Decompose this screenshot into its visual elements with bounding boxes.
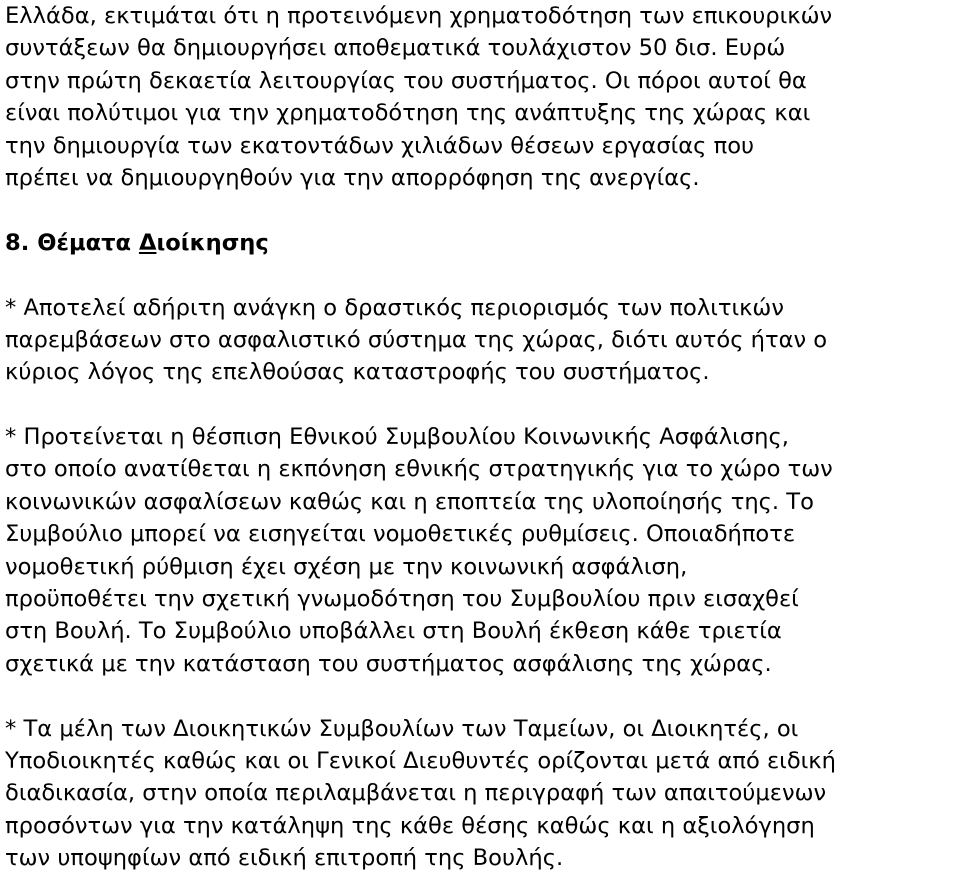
intro-paragraph <box>5 0 955 194</box>
paragraph-spacer <box>5 259 955 291</box>
text-line: * Τα μέλη των Διοικητικών Συμβουλίων των Ταμείων, οι Διοικητές, οι <box>5 715 799 742</box>
text-line: * Προτείνεται η θέσπιση Εθνικού Συμβουλίου Κοινωνικής Ασφάλισης, <box>5 424 789 451</box>
paragraph-spacer <box>5 194 955 226</box>
text-line: στην πρώτη δεκαετία λειτουργίας του συστήματος. Οι πόροι αυτοί θα <box>5 67 807 94</box>
text-line: συντάξεων θα δημιουργήσει αποθεματικά τουλάχιστον 50 δισ. Ευρώ <box>5 35 786 62</box>
text-line: στο οποίο ανατίθεται η εκπόνηση εθνικής στρατηγικής για το χώρο των <box>5 456 833 483</box>
bullet-paragraph-boards <box>5 713 955 875</box>
text-line: νομοθετική ρύθμιση έχει σχέση με την κοινωνική ασφάλιση, <box>5 553 688 580</box>
text-line: Ελλάδα, εκτιμάται ότι η προτεινόμενη χρηματοδότηση των επικουρικών <box>5 3 833 29</box>
section-title-start: Θέματα <box>37 229 139 256</box>
text-line: προϋποθέτει την σχετική γνωμοδότηση του Συμβουλίου πριν εισαχθεί <box>5 586 799 613</box>
text-line: πρέπει να δημιουργηθούν για την απορρόφηση της ανεργίας. <box>5 164 700 191</box>
text-line: παρεμβάσεων στο ασφαλιστικό σύστημα της χώρας, διότι αυτός ήταν ο <box>5 326 828 353</box>
document-page <box>5 0 955 875</box>
text-line: προσόντων για την κατάληψη της κάθε θέσης καθώς και η αξιολόγηση <box>5 812 815 839</box>
section-heading <box>5 227 955 259</box>
bullet-paragraph-council <box>5 421 955 680</box>
paragraph-spacer <box>5 389 955 421</box>
text-line: την δημιουργία των εκατοντάδων χιλιάδων θέσεων εργασίας που <box>5 132 755 159</box>
text-line: κύριος λόγος της επελθούσας καταστροφής του συστήματος. <box>5 359 710 386</box>
text-line: Συμβούλιο μπορεί να εισηγείται νομοθετικές ρυθμίσεις. Οποιαδήποτε <box>5 521 796 548</box>
bullet-paragraph-political <box>5 292 955 389</box>
text-line: σχετικά με την κατάσταση του συστήματος ασφάλισης της χώρας. <box>5 650 772 677</box>
section-number: 8. <box>5 229 30 256</box>
section-title-end: ιοίκησης <box>156 229 269 256</box>
text-line: είναι πολύτιμοι για την χρηματοδότηση της ανάπτυξης της χώρας και <box>5 100 811 127</box>
text-line: στη Βουλή. Το Συμβούλιο υποβάλλει στη Βουλή έκθεση κάθε τριετία <box>5 618 782 645</box>
section-title-underlined-letter: Δ <box>138 229 157 256</box>
text-line: των υποψηφίων από ειδική επιτροπή της Βουλής. <box>5 845 564 872</box>
text-line: κοινωνικών ασφαλίσεων καθώς και η εποπτεία της υλοποίησής της. Το <box>5 488 814 515</box>
paragraph-spacer <box>5 680 955 712</box>
text-line: διαδικασία, στην οποία περιλαμβάνεται η περιγραφή των απαιτούμενων <box>5 780 827 807</box>
text-line: * Αποτελεί αδήριτη ανάγκη ο δραστικός περιορισμός των πολιτικών <box>5 294 784 321</box>
text-line: Υποδιοικητές καθώς και οι Γενικοί Διευθυντές ορίζονται μετά από ειδική <box>5 747 836 774</box>
